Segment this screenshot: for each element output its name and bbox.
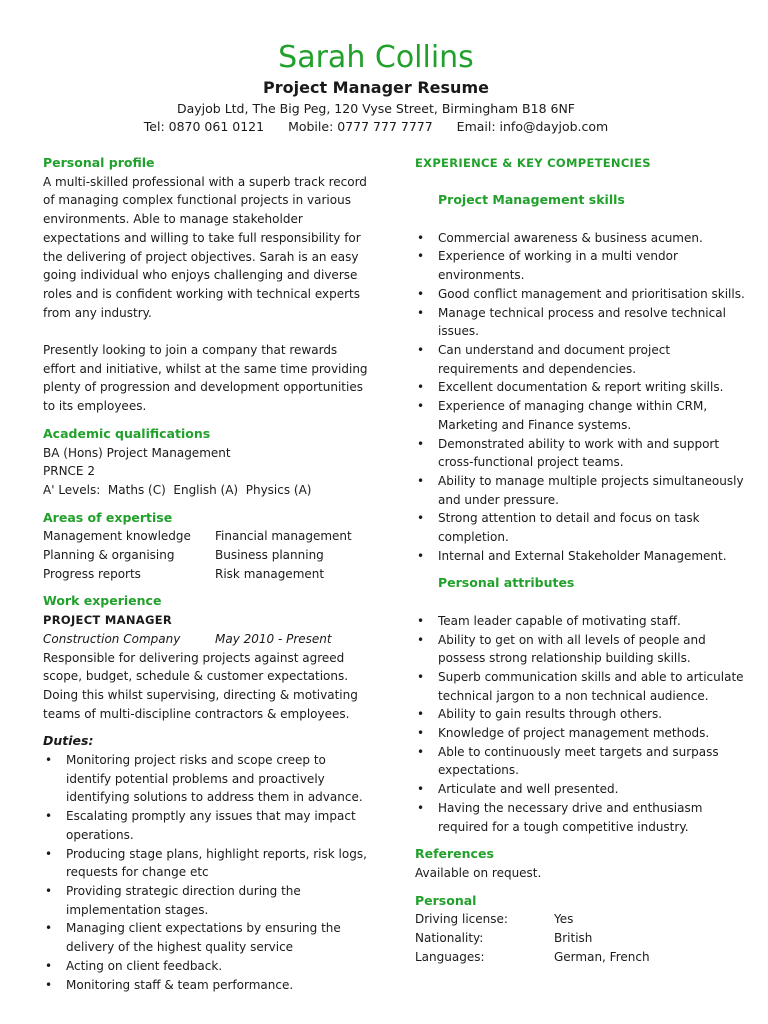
job-description: Responsible for delivering projects against agreed scope, budget, schedule & customer expectations. Doing this whilst supervising, directing & motivating teams of multi-discipline contractors & employees. xyxy=(43,650,358,721)
expertise-item: Progress reports xyxy=(43,566,141,581)
job-title: PROJECT MANAGER xyxy=(43,613,173,628)
expertise-row xyxy=(43,565,373,584)
duty-item: • Monitoring project risks and scope creep to identify potential problems and proactively identifying solutions to address them in advance. xyxy=(43,751,373,807)
profile-heading: Personal profile xyxy=(43,155,155,170)
email[interactable]: Email: info@dayjob.com xyxy=(456,119,609,134)
duty-item: • Monitoring staff & team performance. xyxy=(43,976,373,995)
duty-item: • Acting on client feedback. xyxy=(43,957,373,976)
personal-value: Yes xyxy=(554,912,574,927)
academic-heading: Academic qualifications xyxy=(43,425,211,441)
skill-item: • Good conflict management and prioritisation skills. xyxy=(415,285,745,304)
attribute-item: • Ability to get on with all levels of people and possess strong relationship building skills. xyxy=(415,631,745,668)
expertise-item: Risk management xyxy=(215,566,325,581)
skill-item: • Can understand and document project requirements and dependencies. xyxy=(415,341,745,378)
expertise-row xyxy=(43,546,373,565)
personal-row xyxy=(415,929,745,948)
mobile: Mobile: 0777 777 7777 xyxy=(288,119,433,134)
references-text: Available on request. xyxy=(415,865,542,880)
duty-item: • Managing client expectations by ensuring the delivery of the highest quality service xyxy=(43,919,373,956)
attributes-list xyxy=(415,612,745,836)
profile-paragraph-1: A multi-skilled professional with a superb track record of managing complex functional projects in various environments. Able to manage stakeholder expectations and willing to take full responsibility for the delivering of project objectives. Sarah is an easy going individual who enjoys challenging and diverse roles and is confident working with technical experts from any industry. xyxy=(43,174,367,320)
expertise-item: Management knowledge xyxy=(43,529,191,544)
expertise-item: Financial management xyxy=(215,529,352,544)
experience-heading: EXPERIENCE & KEY COMPETENCIES xyxy=(415,156,651,170)
expertise-row xyxy=(43,527,373,546)
telephone: Tel: 0870 061 0121 xyxy=(143,119,265,134)
personal-row xyxy=(415,948,745,967)
job-dates: May 2010 - Present xyxy=(215,631,332,646)
duties-heading: Duties: xyxy=(43,733,94,749)
pm-skills-heading: Project Management skills xyxy=(438,192,625,208)
work-heading: Work experience xyxy=(43,593,162,609)
personal-row xyxy=(415,910,745,929)
left-column xyxy=(43,154,373,994)
candidate-name: Sarah Collins xyxy=(278,40,474,75)
attribute-item: • Superb communication skills and able to articulate technical jargon to a non technical audience. xyxy=(415,668,745,705)
academic-item: A' Levels: Maths (C) English (A) Physics (A) xyxy=(43,482,312,497)
skill-item: • Excellent documentation & report writing skills. xyxy=(415,378,745,397)
personal-value: British xyxy=(554,931,593,946)
attribute-item: • Ability to gain results through others. xyxy=(415,705,745,724)
academic-item: PRNCE 2 xyxy=(43,464,95,479)
skill-item: • Manage technical process and resolve technical issues. xyxy=(415,304,745,341)
pm-skills-list xyxy=(415,229,745,566)
skill-item: • Experience of managing change within CRM, Marketing and Finance systems. xyxy=(415,397,745,434)
attribute-item: • Articulate and well presented. xyxy=(415,780,745,799)
attribute-item: • Having the necessary drive and enthusiasm required for a tough competitive industry. xyxy=(415,799,745,836)
duty-item: • Escalating promptly any issues that may impact operations. xyxy=(43,807,373,844)
duty-item: • Providing strategic direction during the implementation stages. xyxy=(43,882,373,919)
personal-heading: Personal xyxy=(415,892,477,908)
references-heading: References xyxy=(415,846,494,862)
skill-item: • Strong attention to detail and focus on task completion. xyxy=(415,509,745,546)
company-name: Construction Company xyxy=(43,631,181,646)
skill-item: • Demonstrated ability to work with and support cross-functional project teams. xyxy=(415,435,745,472)
attribute-item: • Team leader capable of motivating staff. xyxy=(415,612,745,631)
duties-list xyxy=(43,751,373,994)
personal-label: Languages: xyxy=(415,949,485,964)
expertise-item: Business planning xyxy=(215,548,324,563)
attributes-heading: Personal attributes xyxy=(438,575,575,591)
right-column xyxy=(415,154,745,966)
job-meta xyxy=(43,630,373,649)
skill-item: • Internal and External Stakeholder Management. xyxy=(415,547,745,566)
personal-label: Nationality: xyxy=(415,931,484,946)
academic-item: BA (Hons) Project Management xyxy=(43,445,231,460)
attribute-item: • Able to continuously meet targets and surpass expectations. xyxy=(415,743,745,780)
skill-item: • Ability to manage multiple projects simultaneously and under pressure. xyxy=(415,472,745,509)
resume-header xyxy=(0,40,752,136)
profile-paragraph-2: Presently looking to join a company that rewards effort and initiative, whilst at the same time providing plenty of progression and development opportunities to its employees. xyxy=(43,343,368,414)
address-line: Dayjob Ltd, The Big Peg, 120 Vyse Street, Birmingham B18 6NF xyxy=(176,101,575,116)
expertise-item: Planning & organising xyxy=(43,548,175,563)
personal-label: Driving license: xyxy=(415,912,508,927)
resume-subtitle: Project Manager Resume xyxy=(263,78,489,97)
expertise-heading: Areas of expertise xyxy=(43,509,173,525)
personal-value: German, French xyxy=(554,949,650,964)
contact-line xyxy=(0,118,752,136)
skill-item: • Experience of working in a multi vendor environments. xyxy=(415,247,745,284)
duty-item: • Producing stage plans, highlight reports, risk logs, requests for change etc xyxy=(43,845,373,882)
attribute-item: • Knowledge of project management methods. xyxy=(415,724,745,743)
skill-item: • Commercial awareness & business acumen. xyxy=(415,229,745,248)
